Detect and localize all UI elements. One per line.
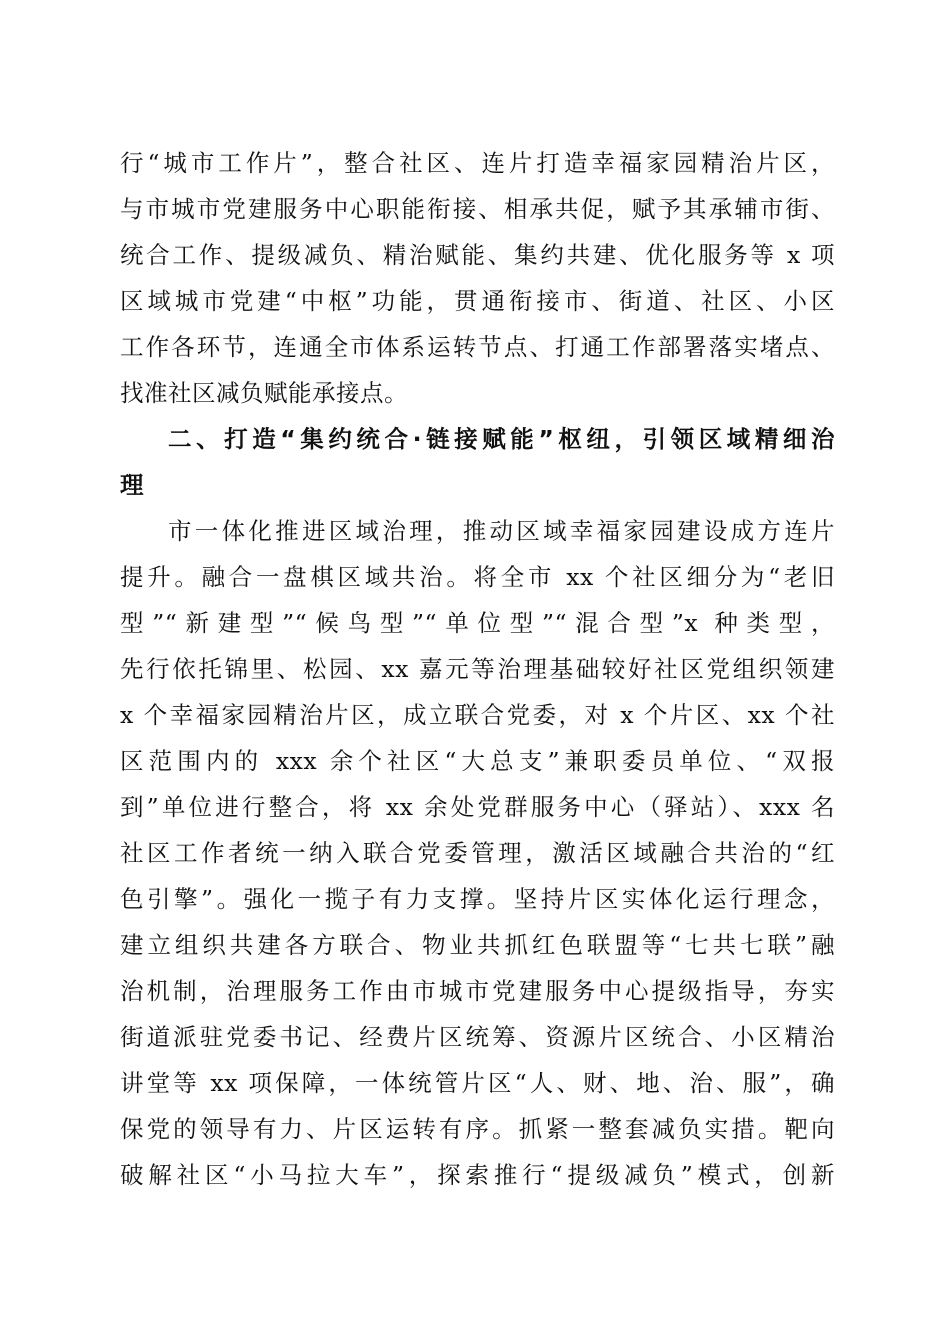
body-text-line: 街道派驻党委书记、经费片区统筹、资源片区统合、小区精治 <box>120 1023 835 1051</box>
body-text-line: 到”单位进行整合，将 xx 余处党群服务中心（驿站）、xxx 名 <box>120 793 835 821</box>
body-text-line: 先行依托锦里、松园、xx 嘉元等治理基础较好社区党组织领建 <box>120 655 835 683</box>
body-text-line: 提升。融合一盘棋区域共治。将全市 xx 个社区细分为“老旧 <box>120 563 835 591</box>
body-text-line: 行“城市工作片”，整合社区、连片打造幸福家园精治片区， <box>120 149 835 177</box>
body-text-line: 型”“新建型”“候鸟型”“单位型”“混合型”x 种类型， <box>120 609 835 637</box>
section-heading: 二、打造“集约统合·链接赋能”枢纽，引领区域精细治 <box>168 425 835 453</box>
body-text-line: 讲堂等 xx 项保障，一体统管片区“人、财、地、治、服”，确 <box>120 1069 835 1097</box>
body-text-line: 社区工作者统一纳入联合党委管理，激活区域融合共治的“红 <box>120 839 835 867</box>
body-text-line: 治机制，治理服务工作由市城市党建服务中心提级指导，夯实 <box>120 977 835 1005</box>
body-text-line: 区域城市党建“中枢”功能，贯通衔接市、街道、社区、小区 <box>120 287 835 315</box>
body-text-line: x 个幸福家园精治片区，成立联合党委，对 x 个片区、xx 个社 <box>120 701 835 729</box>
body-text-line: 市一体化推进区域治理，推动区域幸福家园建设成方连片 <box>168 517 835 545</box>
body-text-line: 色引擎”。强化一揽子有力支撑。坚持片区实体化运行理念， <box>120 885 835 913</box>
section-heading: 理 <box>120 471 144 499</box>
body-text-line: 统合工作、提级减负、精治赋能、集约共建、优化服务等 x 项 <box>120 241 835 269</box>
body-text-line: 建立组织共建各方联合、物业共抓红色联盟等“七共七联”融 <box>120 931 835 959</box>
body-text-line: 保党的领导有力、片区运转有序。抓紧一整套减负实措。靶向 <box>120 1115 835 1143</box>
body-text-line: 找准社区减负赋能承接点。 <box>120 379 408 407</box>
body-text-line: 工作各环节，连通全市体系运转节点、打通工作部署落实堵点、 <box>120 333 835 361</box>
body-text-line: 区范围内的 xxx 余个社区“大总支”兼职委员单位、“双报 <box>120 747 835 775</box>
body-text-line: 与市城市党建服务中心职能衔接、相承共促，赋予其承辅市街、 <box>120 195 835 223</box>
body-text-line: 破解社区“小马拉大车”，探索推行“提级减负”模式，创新 <box>120 1161 835 1189</box>
